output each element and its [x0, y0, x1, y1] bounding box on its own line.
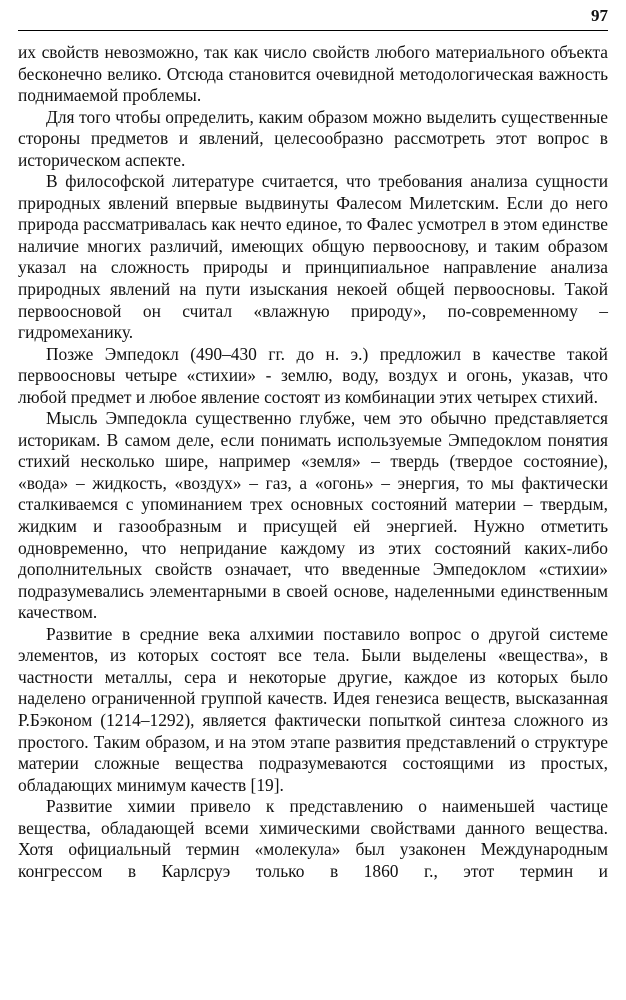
paragraph-alchemy: Развитие в средние века алхимии поставило вопрос о другой системе элементов, из которых состоят все тела. Были выделены «вещества», в частности металлы, сера и некоторые другие, каждое из которых было наделено ограниченной группой качеств. Идея генезиса веществ, высказанная Р.Бэконом (1214–1292), является фактически попыткой синтеза сложного из простого. Таким образом, и на этом этапе развития представлений о структуре материи сложные вещества подразумеваются состоящими из простых, обладающих минимум качеств [19].: [18, 623, 608, 795]
body-text: [18, 42, 608, 882]
paragraph-empedocles-thought: Мысль Эмпедокла существенно глубже, чем это обычно представляется историкам. В самом деле, если понимать используемые Эмпедоклом понятия стихий несколько шире, например «земля» – твердь (твердое состояние), «вода» – жидкость, «воздух» – газ, а «огонь» – энергия, то мы фактически сталкиваемся с упоминанием трех основных состояний материи – твердым, жидким и газообразным и присущей ей энергией. Нужно отметить одновременно, что непридание каждому из этих состояний каких-либо дополнительных свойств означает, что введенные Эмпедоклом «стихии» подразумевались элементарными в своей основе, наделенными единственным качеством.: [18, 408, 608, 623]
paragraph-empedocles: Позже Эмпедокл (490–430 гг. до н. э.) предложил в качестве такой первоосновы четыре «стихии» - землю, воду, воздух и огонь, указав, что любой предмет и любое явление состоят из комбинации этих четырех стихий.: [18, 343, 608, 407]
paragraph-thales: В философской литературе считается, что требования анализа сущности природных явлений впервые выдвинуты Фалесом Милетским. Если до него природа рассматривалась как нечто единое, то Фалес усмотрел в этом единстве наличие многих различий, имеющих общую первооснову, и таким образом указал на сложность природы и принципиальное направление анализа природных явлений на пути изыскания некоей общей первоосновы. Такой первоосновой он считал «влажную природу», по-современному – гидромеханику.: [18, 171, 608, 343]
page-number: 97: [591, 6, 608, 25]
paragraph-continuation: их свойств невозможно, так как число свойств любого материального объекта бесконечно велико. Отсюда становится очевидной методологическая важность поднимаемой проблемы.: [18, 42, 608, 106]
paragraph-chemistry: Развитие химии привело к представлению о наименьшей частице вещества, обладающей всеми химическими свойствами данного вещества. Хотя официальный термин «молекула» был узаконен Международным конгрессом в Карлсруэ только в 1860 г., этот термин и: [18, 796, 608, 881]
running-header: [18, 4, 608, 31]
paragraph-historical-aspect: Для того чтобы определить, каким образом можно выделить существенные стороны предметов и явлений, целесообразно рассмотреть этот вопрос в историческом аспекте.: [18, 106, 608, 170]
